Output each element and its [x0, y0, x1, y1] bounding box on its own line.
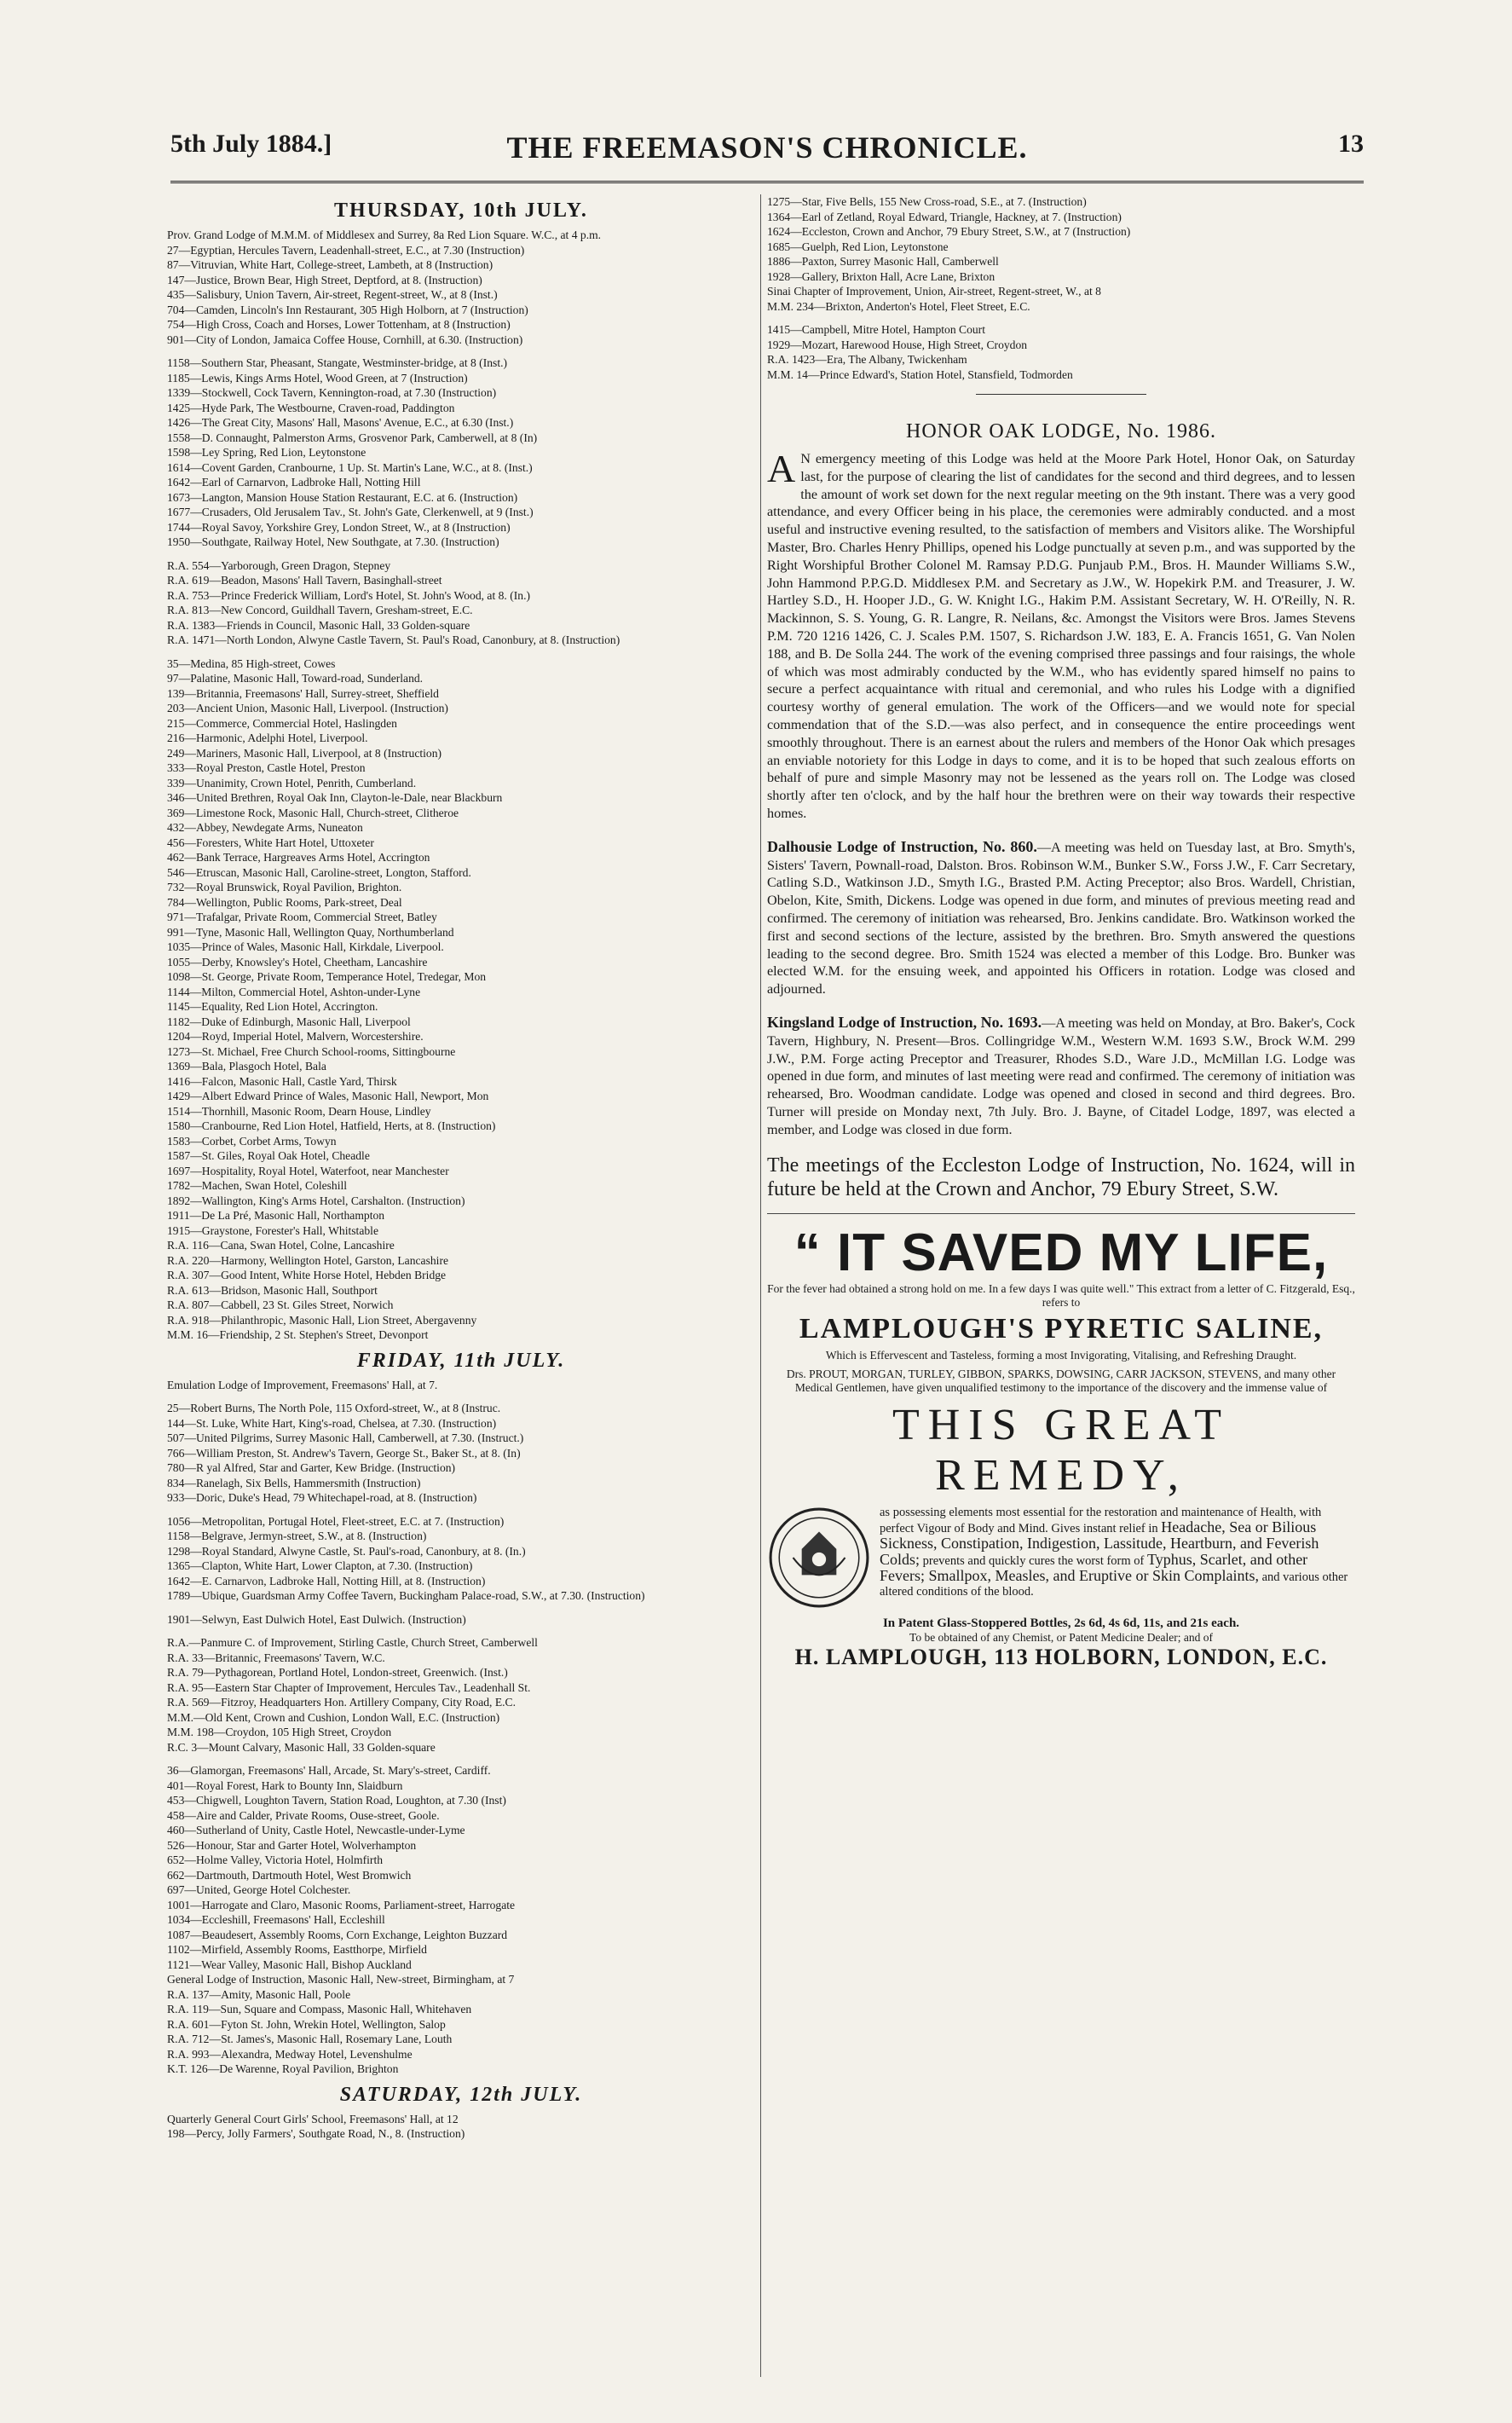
meeting-entry: 1587—St. Giles, Royal Oak Hotel, Cheadle [167, 1149, 370, 1162]
ad-brand: LAMPLOUGH'S PYRETIC SALINE, [799, 1313, 1324, 1345]
meeting-entry: 27—Egyptian, Hercules Tavern, Leadenhall-street, E.C., at 7.30 (Instruction) [167, 243, 525, 257]
meeting-entry: 1001—Harrogate and Claro, Masonic Rooms, Parliament-street, Harrogate [167, 1898, 516, 1911]
meeting-entry: R.A. 1471—North London, Alwyne Castle Tavern, St. Paul's Road, Canonbury, at 8. (Instruction) [167, 633, 620, 646]
meeting-entry: Quarterly General Court Girls' School, Freemasons' Hall, at 12 [167, 2112, 459, 2125]
meeting-entry: R.A. 993—Alexandra, Medway Hotel, Levenshulme [167, 2047, 413, 2061]
issue-date: 5th July 1884.] [170, 130, 332, 158]
meeting-entry: R.A. 554—Yarborough, Green Dragon, Stepney [167, 558, 391, 572]
meeting-entry: 1915—Graystone, Forester's Hall, Whitstable [167, 1223, 378, 1237]
meeting-entry: 1273—St. Michael, Free Church School-rooms, Sittingbourne [167, 1044, 456, 1058]
ad-desc-fevers: Typhus, Scarlet, and other Fevers; Smallpox, Measles, and Eruptive or Skin Complaints, [880, 1551, 1308, 1585]
meeting-entry: R.A. 119—Sun, Square and Compass, Masonic Hall, Whitehaven [167, 2003, 472, 2015]
meeting-entry: 1182—Duke of Edinburgh, Masonic Hall, Liverpool [167, 1015, 411, 1028]
meeting-entry: 435—Salisbury, Union Tavern, Air-street, Regent-street, W., at 8 (Inst.) [167, 288, 498, 301]
meeting-entry: 216—Harmonic, Adelphi Hotel, Liverpool. [167, 732, 368, 744]
ad-desc-2: prevents and quickly cures the worst form of [922, 1554, 1145, 1569]
meeting-entry: 546—Etruscan, Masonic Hall, Caroline-street, Longton, Stafford. [167, 865, 471, 879]
meeting-entry: R.A. 33—Britannic, Freemasons' Tavern, W.C. [167, 1651, 385, 1664]
meeting-entry: 346—United Brethren, Royal Oak Inn, Clayton-le-Dale, near Blackburn [167, 791, 503, 804]
meeting-entry: 1514—Thornhill, Masonic Room, Dearn House, Lindley [167, 1104, 431, 1118]
meeting-entry: 432—Abbey, Newdegate Arms, Nuneaton [167, 821, 363, 834]
meeting-entry: 198—Percy, Jolly Farmers', Southgate Road, N., 8. (Instruction) [167, 2127, 465, 2140]
ad-price: In Patent Glass-Stoppered Bottles, 2s 6d, 4s 6d, 11s, and 21s each. [882, 1616, 1240, 1631]
meeting-entry: 1102—Mirfield, Assembly Rooms, Eastthorpe, Mirfield [167, 1943, 427, 1956]
meeting-entry: K.T. 126—De Warenne, Royal Pavilion, Brighton [167, 2062, 399, 2075]
meeting-entry: 1098—St. George, Private Room, Temperance Hotel, Tredegar, Mon [167, 970, 487, 983]
meeting-entry: 1789—Ubique, Guardsman Army Coffee Tavern, Buckingham Palace-road, S.W., at 7.30. (Instruction) [167, 1589, 645, 1602]
meeting-entry: 1928—Gallery, Brixton Hall, Acre Lane, Brixton [767, 269, 995, 283]
meeting-entry: 784—Wellington, Public Rooms, Park-street, Deal [167, 895, 402, 909]
meeting-entry: 1425—Hyde Park, The Westbourne, Craven-road, Paddington [167, 401, 455, 414]
eccleston-notice: The meetings of the Eccleston Lodge of Instruction, No. 1624, will in future be held at the Crown and Anchor, 79 Ebury Street, S.W. [767, 1154, 1355, 1201]
meeting-entry: M.M. 14—Prince Edward's, Station Hotel, Stansfield, Todmorden [767, 367, 1073, 381]
meeting-entry: 369—Limestone Rock, Masonic Hall, Church-street, Clitheroe [167, 806, 459, 819]
ad-tagline: Which is Effervescent and Tasteless, forming a most Invigorating, Vitalising, and Refreshing Draught. [825, 1349, 1297, 1362]
meeting-entry: 971—Trafalgar, Private Room, Commercial Street, Batley [167, 911, 437, 923]
meeting-entry: 1034—Eccleshill, Freemasons' Hall, Eccleshill [167, 1913, 385, 1926]
meeting-entry: General Lodge of Instruction, Masonic Hall, New-street, Birmingham, at 7 [167, 1973, 515, 1986]
meeting-entry: 1158—Southern Star, Pheasant, Stangate, Westminster-bridge, at 8 (Inst.) [167, 356, 508, 369]
meeting-entry: 1158—Belgrave, Jermyn-street, S.W., at 8. (Instruction) [167, 1530, 427, 1542]
meeting-entry: 147—Justice, Brown Bear, High Street, Deptford, at 8. (Instruction) [167, 273, 482, 286]
meeting-entry: 144—St. Luke, White Hart, King's-road, Chelsea, at 7.30. (Instruction) [167, 1416, 497, 1430]
meeting-entry: 87—Vitruvian, White Hart, College-street, Lambeth, at 8 (Instruction) [167, 258, 493, 271]
meeting-entry: R.C. 3—Mount Calvary, Masonic Hall, 33 Golden-square [167, 1740, 436, 1754]
meeting-entry: 834—Ranelagh, Six Bells, Hammersmith (Instruction) [167, 1476, 421, 1489]
meeting-entry: 1365—Clapton, White Hart, Lower Clapton, at 7.30. (Instruction) [167, 1559, 473, 1572]
meeting-entry: 1583—Corbet, Corbet Arms, Towyn [167, 1134, 337, 1148]
meeting-entry: 1056—Metropolitan, Portugal Hotel, Fleet-street, E.C. at 7. (Instruction) [167, 1514, 505, 1528]
honor-oak-text: N emergency meeting of this Lodge was held at the Moore Park Hotel, Honor Oak, on Saturday last, for the purpose of clearing the list of candidates for the second and third degrees, and to lessen the amount of work set down for the next regular meeting on the 9th instant. There was a very good attendance, and every Officer being in his place, the ceremonies were admirably conducted. and a most useful and instructive evening resulted, to the satisfaction of members and Visitors alike. The Worshipful Master, Bro. Charles Henry Phillips, opened his Lodge punctually at seven p.m., and was supported by the Right Worshipful Brother Colonel M. Ramsay P.D.G. Punjaub P.M., Bros. H. Maunder Williams S.W., John Hammond P.P.G.D. Middlesex P.M. and Secretary as J.W., W. Hopekirk P.M. and Treasurer, J. W. Hartley S.D., H. Hooper J.D., G. W. Knight I.G., Hakim P.M. Assistant Secretary, W. H. O'Reilly, N. R. Mackinnon, S. S. Young, G. R. Langre, R. Neilans, &c. Amongst the Visitors were Bros. James Stevens P.M. 720 1216 1426, C. J. Scales P.M. 1507, S. Richardson J.W. 183, E. A. Francis 1651, G. Van Nolen 188, and B. De Solla 244. The work of the evening comprised three passings and four raisings, the whole of which was most admirably conducted by the W.M., who has evidently spared himself no pains to secure a perfect acquaintance with ritual and ceremonial, and who rules his Lodge with a dignified courtesy worthy of general emulation. The work of the Officers—and we would note for special commendation that of the S.D.—was also perfect, and in consequence the entire proceedings went smoothly throughout. There is an earnest about the rulers and members of the Honor Oak which presages an enviable notoriety for this Lodge in days to come, and it is to be hoped that such zealous efforts on behalf of pure and simple Masonry may not be lessened as the years roll on. The Lodge was closed shortly after ten o'clock, and by the half hour the brethren were on their way towards their respective homes. [767, 451, 1355, 821]
meeting-entry: 1901—Selwyn, East Dulwich Hotel, East Dulwich. (Instruction) [167, 1612, 466, 1626]
meeting-entry: M.M. 198—Croydon, 105 High Street, Croydon [167, 1726, 392, 1738]
meeting-entry: R.A. 712—St. James's, Masonic Hall, Rosemary Lane, Louth [167, 2033, 453, 2045]
drop-cap: A [767, 447, 796, 490]
meeting-entry: M.M. 16—Friendship, 2 St. Stephen's Street, Devonport [167, 1328, 429, 1341]
masthead [170, 130, 1364, 183]
meeting-entry: 1558—D. Connaught, Palmerston Arms, Grosvenor Park, Camberwell, at 8 (In) [167, 431, 538, 444]
meeting-entry: 1685—Guelph, Red Lion, Leytonstone [767, 240, 949, 253]
meeting-entry: 460—Sutherland of Unity, Castle Hotel, Newcastle-under-Lyme [167, 1824, 465, 1836]
left-column [167, 194, 755, 2142]
meeting-entry: 1673—Langton, Mansion House Station Restaurant, E.C. at 6. (Instruction) [167, 490, 518, 504]
meeting-entry: 1929—Mozart, Harewood House, High Street, Croydon [767, 338, 1028, 351]
separator-rule [976, 394, 1146, 395]
page-number: 13 [1338, 130, 1364, 158]
meeting-entry: 1642—E. Carnarvon, Ladbroke Hall, Notting Hill, at 8. (Instruction) [167, 1574, 486, 1587]
kingsland-text: —A meeting was held on Monday, at Bro. Baker's, Cock Tavern, Highbury, N. Present—Bros. Collingridge W.M., Western W.M. 1693 S.W., Brock W.M. 299 J.W., P.M. Forge acting Preceptor and Treasurer, Rhodes S.D., Ware J.D., McMillan I.G. Lodge was opened in due form, and minutes of last meeting were read and confirmed. The ceremony of initiation was rehearsed, Bro. Woodman candidate. Lodge was opened and closed in second and third degrees. Bro. Turner will preside on Monday next, 7th July. Bro. J. Bayne, of Citadel Lodge, 1897, was elected a member, and Lodge was closed in due form. [767, 1015, 1355, 1137]
meeting-entry: 754—High Cross, Coach and Horses, Lower Tottenham, at 8 (Instruction) [167, 318, 511, 331]
kingsland-report [767, 1014, 1355, 1139]
paper-title: THE FREEMASON'S CHRONICLE. [506, 130, 1028, 165]
meeting-entry: 1677—Crusaders, Old Jerusalem Tav., St. John's Gate, Clerkenwell, at 9 (Inst.) [167, 506, 534, 518]
ad-desc-symptoms: Headache, Sea or Bilious Sickness, Constipation, Indigestion, Lassitude, Heartburn, and Feverish Colds; [880, 1518, 1319, 1569]
meeting-entry: 1204—Royd, Imperial Hotel, Malvern, Worcestershire. [167, 1030, 424, 1043]
meeting-entry: 1642—Earl of Carnarvon, Ladbroke Hall, Notting Hill [167, 476, 421, 489]
meeting-entry: 401—Royal Forest, Hark to Bounty Inn, Slaidburn [167, 1778, 403, 1792]
right-column [767, 194, 1355, 1670]
meeting-entry: R.A. 918—Philanthropic, Masonic Hall, Lion Street, Abergavenny [167, 1313, 477, 1327]
meeting-entry: 462—Bank Terrace, Hargreaves Arms Hotel, Accrington [167, 851, 430, 864]
friday-heading: FRIDAY, 11th JULY. [356, 1349, 566, 1372]
meeting-entry: R.A.—Panmure C. of Improvement, Stirling Castle, Church Street, Camberwell [167, 1636, 538, 1649]
meeting-entry: R.A. 79—Pythagorean, Portland Hotel, London-street, Greenwich. (Inst.) [167, 1666, 508, 1679]
meeting-entry: 333—Royal Preston, Castle Hotel, Preston [167, 761, 366, 774]
ad-remedy: THIS GREAT REMEDY, [892, 1401, 1231, 1501]
meeting-entry: 1275—Star, Five Bells, 155 New Cross-road, S.E., at 7. (Instruction) [767, 195, 1087, 208]
meeting-entry: R.A. 807—Cabbell, 23 St. Giles Street, Norwich [167, 1298, 394, 1311]
meeting-entry: 25—Robert Burns, The North Pole, 115 Oxford-street, W., at 8 (Instruc. [167, 1402, 501, 1414]
meeting-entry: R.A. 95—Eastern Star Chapter of Improvement, Hercules Tav., Leadenhall St. [167, 1680, 531, 1694]
meeting-entry: 1429—Albert Edward Prince of Wales, Masonic Hall, Newport, Mon [167, 1090, 489, 1102]
meeting-entry: 203—Ancient Union, Masonic Hall, Liverpool. (Instruction) [167, 702, 448, 714]
meeting-entry: 1580—Cranbourne, Red Lion Hotel, Hatfield, Herts, at 8. (Instruction) [167, 1119, 496, 1132]
saturday-meetings-list [167, 2112, 755, 2142]
meeting-entry: R.A. 220—Harmony, Wellington Hotel, Garston, Lancashire [167, 1253, 448, 1267]
meeting-entry: 339—Unanimity, Crown Hotel, Penrith, Cumberland. [167, 776, 417, 789]
meeting-entry: R.A. 569—Fitzroy, Headquarters Hon. Artillery Company, City Road, E.C. [167, 1696, 517, 1709]
meeting-entry: 1886—Paxton, Surrey Masonic Hall, Camberwell [767, 255, 999, 268]
meeting-entry: 215—Commerce, Commercial Hotel, Haslingden [167, 716, 397, 730]
meeting-entry: 456—Foresters, White Hart Hotel, Uttoxeter [167, 836, 374, 849]
continued-meetings-list [767, 194, 1355, 382]
kingsland-heading: Kingsland Lodge of Instruction, No. 1693. [767, 1013, 1042, 1031]
dalhousie-heading: Dalhousie Lodge of Instruction, No. 860. [767, 837, 1037, 855]
meeting-entry: 1614—Covent Garden, Cranbourne, 1 Up. St. Martin's Lane, W.C., at 8. (Inst.) [167, 460, 533, 474]
meeting-entry: Prov. Grand Lodge of M.M.M. of Middlesex and Surrey, 8a Red Lion Square. W.C., at 4 p.m. [167, 228, 602, 241]
meeting-entry: 1087—Beaudesert, Assembly Rooms, Corn Exchange, Leighton Buzzard [167, 1928, 508, 1941]
meeting-entry: R.A. 613—Bridson, Masonic Hall, Southport [167, 1283, 378, 1297]
meeting-entry: 35—Medina, 85 High-street, Cowes [167, 656, 336, 670]
meeting-entry: 249—Mariners, Masonic Hall, Liverpool, at 8 (Instruction) [167, 746, 442, 760]
meeting-entry: 1782—Machen, Swan Hotel, Coleshill [167, 1179, 348, 1192]
meeting-entry: 1035—Prince of Wales, Masonic Hall, Kirkdale, Liverpool. [167, 940, 444, 953]
meeting-entry: 1415—Campbell, Mitre Hotel, Hampton Court [767, 323, 985, 336]
meeting-entry: 97—Palatine, Masonic Hall, Toward-road, Sunderland. [167, 672, 424, 685]
meeting-entry: 652—Holme Valley, Victoria Hotel, Holmfirth [167, 1853, 384, 1866]
ad-desc-1: as possessing elements most essential for the restoration and maintenance of Health, with perfect Vigour of Body and Mind. Gives instant relief in [880, 1506, 1322, 1536]
meeting-entry: 1364—Earl of Zetland, Royal Edward, Triangle, Hackney, at 7. (Instruction) [767, 210, 1122, 223]
meeting-entry: M.M. 234—Brixton, Anderton's Hotel, Fleet Street, E.C. [767, 299, 1030, 313]
meeting-entry: 1339—Stockwell, Cock Tavern, Kennington-road, at 7.30 (Instruction) [167, 386, 497, 399]
meeting-entry: 1624—Eccleston, Crown and Anchor, 79 Ebury Street, S.W., at 7 (Instruction) [767, 225, 1131, 238]
ad-doctors: Drs. PROUT, MORGAN, TURLEY, GIBBON, SPARKS, DOWSING, CARR JACKSON, STEVENS, and many other Medical Gentlemen, have given unqualified testimony to the importance of the discovery and the immense value of [786, 1368, 1336, 1395]
royal-seal-icon [767, 1506, 871, 1610]
meeting-entry: 662—Dartmouth, Dartmouth Hotel, West Bromwich [167, 1868, 412, 1882]
meeting-entry: R.A. 753—Prince Frederick William, Lord's Hotel, St. John's Wood, at 8. (In.) [167, 588, 530, 602]
ad-intro: For the fever had obtained a strong hold on me. In a few days I was quite well." This extract from a letter of C. Fitzgerald, Esq., refers to [767, 1282, 1355, 1310]
meeting-entry: 1744—Royal Savoy, Yorkshire Grey, London Street, W., at 8 (Instruction) [167, 520, 511, 534]
meeting-entry: R.A. 619—Beadon, Masons' Hall Tavern, Basinghall-street [167, 574, 442, 587]
ad-headline: “ IT SAVED MY LIFE, [794, 1223, 1329, 1283]
meeting-entry: 1598—Ley Spring, Red Lion, Leytonstone [167, 446, 366, 459]
advertisement [767, 1213, 1355, 1670]
meeting-entry: 1185—Lewis, Kings Arms Hotel, Wood Green, at 7 (Instruction) [167, 371, 468, 385]
meeting-entry: 697—United, George Hotel Colchester. [167, 1883, 351, 1896]
meeting-entry: 1697—Hospitality, Royal Hotel, Waterfoot, near Manchester [167, 1164, 449, 1177]
meeting-entry: 780—R yal Alfred, Star and Garter, Kew Bridge. (Instruction) [167, 1461, 456, 1474]
meeting-entry: R.A. 1423—Era, The Albany, Twickenham [767, 353, 967, 366]
meeting-entry: M.M.—Old Kent, Crown and Cushion, London Wall, E.C. (Instruction) [167, 1710, 500, 1724]
meeting-entry: 1892—Wallington, King's Arms Hotel, Carshalton. (Instruction) [167, 1194, 465, 1207]
dalhousie-report [767, 838, 1355, 998]
meeting-entry: 991—Tyne, Masonic Hall, Wellington Quay, Northumberland [167, 925, 454, 939]
meeting-entry: R.A. 307—Good Intent, White Horse Hotel, Hebden Bridge [167, 1269, 447, 1281]
meeting-entry: 458—Aire and Calder, Private Rooms, Ouse-street, Goole. [167, 1808, 440, 1822]
meeting-entry: R.A. 601—Fyton St. John, Wrekin Hotel, Wellington, Salop [167, 2017, 446, 2031]
meeting-entry: 1145—Equality, Red Lion Hotel, Accrington. [167, 1000, 378, 1013]
meeting-entry: 933—Doric, Duke's Head, 79 Whitechapel-road, at 8. (Instruction) [167, 1491, 477, 1504]
meeting-entry: 732—Royal Brunswick, Royal Pavilion, Brighton. [167, 881, 402, 893]
ad-description [880, 1506, 1355, 1610]
meeting-entry: 1950—Southgate, Railway Hotel, New Southgate, at 7.30. (Instruction) [167, 535, 499, 548]
meeting-entry: 453—Chigwell, Loughton Tavern, Station Road, Loughton, at 7.30 (Inst) [167, 1794, 506, 1807]
dalhousie-text: —A meeting was held on Tuesday last, at Bro. Smyth's, Sisters' Tavern, Pownall-road, Dalston. Bros. Robinson W.M., Bunker S.W., Forss J.W., F. Carr Secretary, Catling S.D., Watkinson J.D., Smyth I.G., Brasted P.M. Acting Preceptor; also Bros. Wardell, Christian, Obelon, Kite, Smith, Dickens. Lodge was opened in due form, and minutes of previous meeting read and confirmed. The ceremony of initiation was rehearsed, Bro. Jenkins candidate. Bro. Watkinson worked the first and second sections of the lecture, assisted by the brethren. Bro. Smyth answered the questions leading to the second degree. Bro. Smith 1524 was elected a member of this Lodge. Bro. Bunker was elected W.M. for the ensuing week, and appointed his Officers in rotation. Lodge was closed and adjourned. [767, 839, 1355, 998]
saturday-heading: SATURDAY, 12th JULY. [339, 2083, 583, 2106]
meeting-entry: 526—Honour, Star and Garter Hotel, Wolverhampton [167, 1838, 417, 1852]
meeting-entry: 1055—Derby, Knowsley's Hotel, Cheetham, Lancashire [167, 955, 428, 969]
thursday-heading: THURSDAY, 10th JULY. [334, 200, 588, 222]
meeting-entry: R.A. 813—New Concord, Guildhall Tavern, Gresham-street, E.C. [167, 604, 473, 616]
meeting-entry: 1121—Wear Valley, Masonic Hall, Bishop Auckland [167, 1957, 412, 1971]
meeting-entry: 507—United Pilgrims, Surrey Masonic Hall, Camberwell, at 7.30. (Instruct.) [167, 1431, 524, 1444]
thursday-meetings-list [167, 228, 755, 1343]
meeting-entry: Emulation Lodge of Improvement, Freemasons' Hall, at 7. [167, 1378, 438, 1391]
meeting-entry: 139—Britannia, Freemasons' Hall, Surrey-street, Sheffield [167, 686, 439, 700]
meeting-entry: Sinai Chapter of Improvement, Union, Air-street, Regent-street, W., at 8 [767, 285, 1101, 298]
meeting-entry: R.A. 137—Amity, Masonic Hall, Poole [167, 1987, 351, 2001]
meeting-entry: 1911—De La Pré, Masonic Hall, Northampton [167, 1209, 385, 1222]
meeting-entry: 36—Glamorgan, Freemasons' Hall, Arcade, St. Mary's-street, Cardiff. [167, 1764, 491, 1777]
column-divider [760, 194, 761, 2377]
meeting-entry: 1369—Bala, Plasgoch Hotel, Bala [167, 1060, 326, 1073]
meeting-entry: R.A. 116—Cana, Swan Hotel, Colne, Lancashire [167, 1239, 395, 1252]
meeting-entry: 1298—Royal Standard, Alwyne Castle, St. Paul's-road, Canonbury, at 8. (In.) [167, 1544, 526, 1558]
meeting-entry: 1144—Milton, Commercial Hotel, Ashton-under-Lyne [167, 985, 421, 998]
ad-address: H. LAMPLOUGH, 113 HOLBORN, LONDON, E.C. [794, 1645, 1328, 1670]
meeting-entry: 766—William Preston, St. Andrew's Tavern, George St., Baker St., at 8. (In) [167, 1446, 521, 1460]
meeting-entry: 704—Camden, Lincoln's Inn Restaurant, 305 High Holborn, at 7 (Instruction) [167, 303, 528, 316]
ad-obtain: To be obtained of any Chemist, or Patent Medicine Dealer; and of [909, 1631, 1213, 1645]
ad-description-row [767, 1506, 1355, 1610]
honor-oak-title: HONOR OAK LODGE, No. 1986. [906, 420, 1216, 442]
honor-oak-article [767, 447, 1355, 823]
meeting-entry: R.A. 1383—Friends in Council, Masonic Hall, 33 Golden-square [167, 618, 470, 632]
friday-meetings-list [167, 1378, 755, 2077]
ad-desc-3: and various other altered conditions of the blood. [880, 1570, 1348, 1599]
meeting-entry: 1426—The Great City, Masons' Hall, Masons' Avenue, E.C., at 6.30 (Inst.) [167, 416, 514, 429]
meeting-entry: 1416—Falcon, Masonic Hall, Castle Yard, Thirsk [167, 1074, 397, 1088]
meeting-entry: 901—City of London, Jamaica Coffee House, Cornhill, at 6.30. (Instruction) [167, 333, 523, 346]
